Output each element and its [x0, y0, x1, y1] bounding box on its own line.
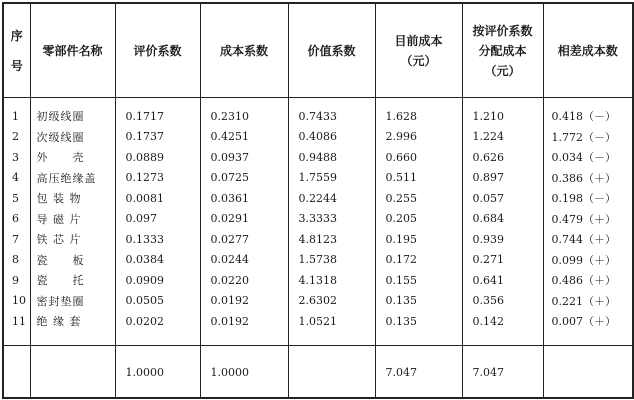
cell-cost-coef: 0.2310 [200, 106, 288, 127]
cell-eval-coef: 0.0505 [115, 291, 200, 312]
table-row [3, 209, 633, 230]
header-seq-line1: 序 [10, 28, 23, 43]
cell-value-coef: 2.6302 [288, 291, 375, 312]
cell-cost-diff: 1.772（－） [543, 127, 633, 148]
cell-no: 2 [3, 127, 30, 148]
cell-part-name: 密封垫圈 [30, 291, 115, 312]
header-current-cost-line2: （元） [400, 53, 437, 68]
cell-cost-coef: 0.0291 [200, 209, 288, 230]
cell-current-cost: 0.660 [375, 147, 462, 168]
cell-eval-coef: 0.0889 [115, 147, 200, 168]
cell-no: 10 [3, 291, 30, 312]
cell-cost-diff: 0.034（－） [543, 147, 633, 168]
cell-alloc-cost: 0.356 [462, 291, 543, 312]
header-cost-coef: 成本系数 [200, 3, 288, 98]
header-alloc-cost [462, 3, 543, 98]
header-seq-line2: 号 [10, 58, 23, 73]
cell-current-cost: 0.205 [375, 209, 462, 230]
cell-alloc-cost: 0.641 [462, 270, 543, 291]
cell-alloc-cost: 0.939 [462, 229, 543, 250]
header-seq [3, 3, 30, 98]
table-row [3, 250, 633, 271]
table-row [3, 168, 633, 189]
cell-value-coef: 1.5738 [288, 250, 375, 271]
cell-value-coef: 1.0521 [288, 311, 375, 332]
cell-no: 7 [3, 229, 30, 250]
table-row [3, 147, 633, 168]
cell-current-cost: 2.996 [375, 127, 462, 148]
total-diff-empty [543, 345, 633, 398]
cell-cost-diff: 0.386（＋） [543, 168, 633, 189]
cell-cost-coef: 0.4251 [200, 127, 288, 148]
cell-alloc-cost: 0.897 [462, 168, 543, 189]
cell-eval-coef: 0.0202 [115, 311, 200, 332]
totals-section [3, 345, 633, 398]
total-name-empty [30, 345, 115, 398]
cell-alloc-cost: 0.142 [462, 311, 543, 332]
cell-part-name: 高压绝缘盖 [30, 168, 115, 189]
cell-part-name: 包 装 物 [30, 188, 115, 209]
cell-value-coef: 0.4086 [288, 127, 375, 148]
spacer-row [3, 98, 633, 107]
cell-current-cost: 0.135 [375, 311, 462, 332]
cell-eval-coef: 0.1717 [115, 106, 200, 127]
cell-alloc-cost: 0.057 [462, 188, 543, 209]
header-cost-diff: 相差成本数 [543, 3, 633, 98]
total-alloc-cost: 7.047 [462, 345, 543, 398]
cell-alloc-cost: 0.626 [462, 147, 543, 168]
cell-cost-coef: 0.0220 [200, 270, 288, 291]
cell-current-cost: 1.628 [375, 106, 462, 127]
cell-eval-coef: 0.0909 [115, 270, 200, 291]
total-no-empty [3, 345, 30, 398]
cell-value-coef: 1.7559 [288, 168, 375, 189]
total-value-empty [288, 345, 375, 398]
cell-eval-coef: 0.0081 [115, 188, 200, 209]
cell-cost-coef: 0.0361 [200, 188, 288, 209]
header-alloc-cost-line1: 按评价系数 [472, 23, 533, 38]
cell-value-coef: 4.8123 [288, 229, 375, 250]
cell-no: 1 [3, 106, 30, 127]
cell-cost-diff: 0.198（－） [543, 188, 633, 209]
total-current-cost: 7.047 [375, 345, 462, 398]
cell-cost-coef: 0.0192 [200, 291, 288, 312]
cell-no: 11 [3, 311, 30, 332]
cell-cost-diff: 0.099（＋） [543, 250, 633, 271]
header-alloc-cost-line2: 分配成本 [478, 43, 527, 58]
cell-cost-diff: 0.744（＋） [543, 229, 633, 250]
cell-cost-diff: 0.479（＋） [543, 209, 633, 230]
table-row [3, 311, 633, 332]
cell-part-name: 绝 缘 套 [30, 311, 115, 332]
cell-cost-coef: 0.0725 [200, 168, 288, 189]
cell-alloc-cost: 0.684 [462, 209, 543, 230]
cell-no: 9 [3, 270, 30, 291]
cell-alloc-cost: 0.271 [462, 250, 543, 271]
header-part-name: 零部件名称 [30, 3, 115, 98]
cell-eval-coef: 0.1273 [115, 168, 200, 189]
cell-cost-coef: 0.0244 [200, 250, 288, 271]
header-alloc-cost-line3: （元） [484, 63, 521, 78]
table-row [3, 106, 633, 127]
cell-eval-coef: 0.0384 [115, 250, 200, 271]
cell-part-name: 瓷 板 [30, 250, 115, 271]
cell-current-cost: 0.135 [375, 291, 462, 312]
table-row [3, 188, 633, 209]
cell-part-name: 初级线圈 [30, 106, 115, 127]
cell-current-cost: 0.511 [375, 168, 462, 189]
table-row [3, 291, 633, 312]
total-eval-coef: 1.0000 [115, 345, 200, 398]
table-body [3, 98, 633, 346]
cell-cost-diff: 0.418（－） [543, 106, 633, 127]
cell-part-name: 次级线圈 [30, 127, 115, 148]
table-row [3, 270, 633, 291]
cell-value-coef: 0.9488 [288, 147, 375, 168]
cell-part-name: 瓷 托 [30, 270, 115, 291]
cell-no: 8 [3, 250, 30, 271]
header-current-cost [375, 3, 462, 98]
value-analysis-table [2, 2, 634, 399]
cell-value-coef: 3.3333 [288, 209, 375, 230]
cell-no: 4 [3, 168, 30, 189]
cell-no: 3 [3, 147, 30, 168]
cell-eval-coef: 0.1737 [115, 127, 200, 148]
cell-current-cost: 0.195 [375, 229, 462, 250]
header-current-cost-line1: 目前成本 [394, 33, 443, 48]
table-row [3, 229, 633, 250]
total-cost-coef: 1.0000 [200, 345, 288, 398]
cell-eval-coef: 0.097 [115, 209, 200, 230]
cell-no: 6 [3, 209, 30, 230]
cell-cost-coef: 0.0937 [200, 147, 288, 168]
cell-current-cost: 0.255 [375, 188, 462, 209]
cell-value-coef: 0.2244 [288, 188, 375, 209]
cell-cost-coef: 0.0192 [200, 311, 288, 332]
cell-cost-diff: 0.007（＋） [543, 311, 633, 332]
totals-row [3, 345, 633, 398]
cell-eval-coef: 0.1333 [115, 229, 200, 250]
cell-part-name: 铁 芯 片 [30, 229, 115, 250]
cell-cost-diff: 0.221（＋） [543, 291, 633, 312]
table-row [3, 127, 633, 148]
cell-alloc-cost: 1.224 [462, 127, 543, 148]
table-header [3, 3, 633, 98]
cell-alloc-cost: 1.210 [462, 106, 543, 127]
cell-part-name: 外 壳 [30, 147, 115, 168]
cell-cost-coef: 0.0277 [200, 229, 288, 250]
cell-no: 5 [3, 188, 30, 209]
cell-value-coef: 4.1318 [288, 270, 375, 291]
header-value-coef: 价值系数 [288, 3, 375, 98]
cell-current-cost: 0.155 [375, 270, 462, 291]
cell-part-name: 导 磁 片 [30, 209, 115, 230]
cell-value-coef: 0.7433 [288, 106, 375, 127]
cell-cost-diff: 0.486（＋） [543, 270, 633, 291]
header-eval-coef: 评价系数 [115, 3, 200, 98]
spacer-row [3, 332, 633, 346]
cell-current-cost: 0.172 [375, 250, 462, 271]
